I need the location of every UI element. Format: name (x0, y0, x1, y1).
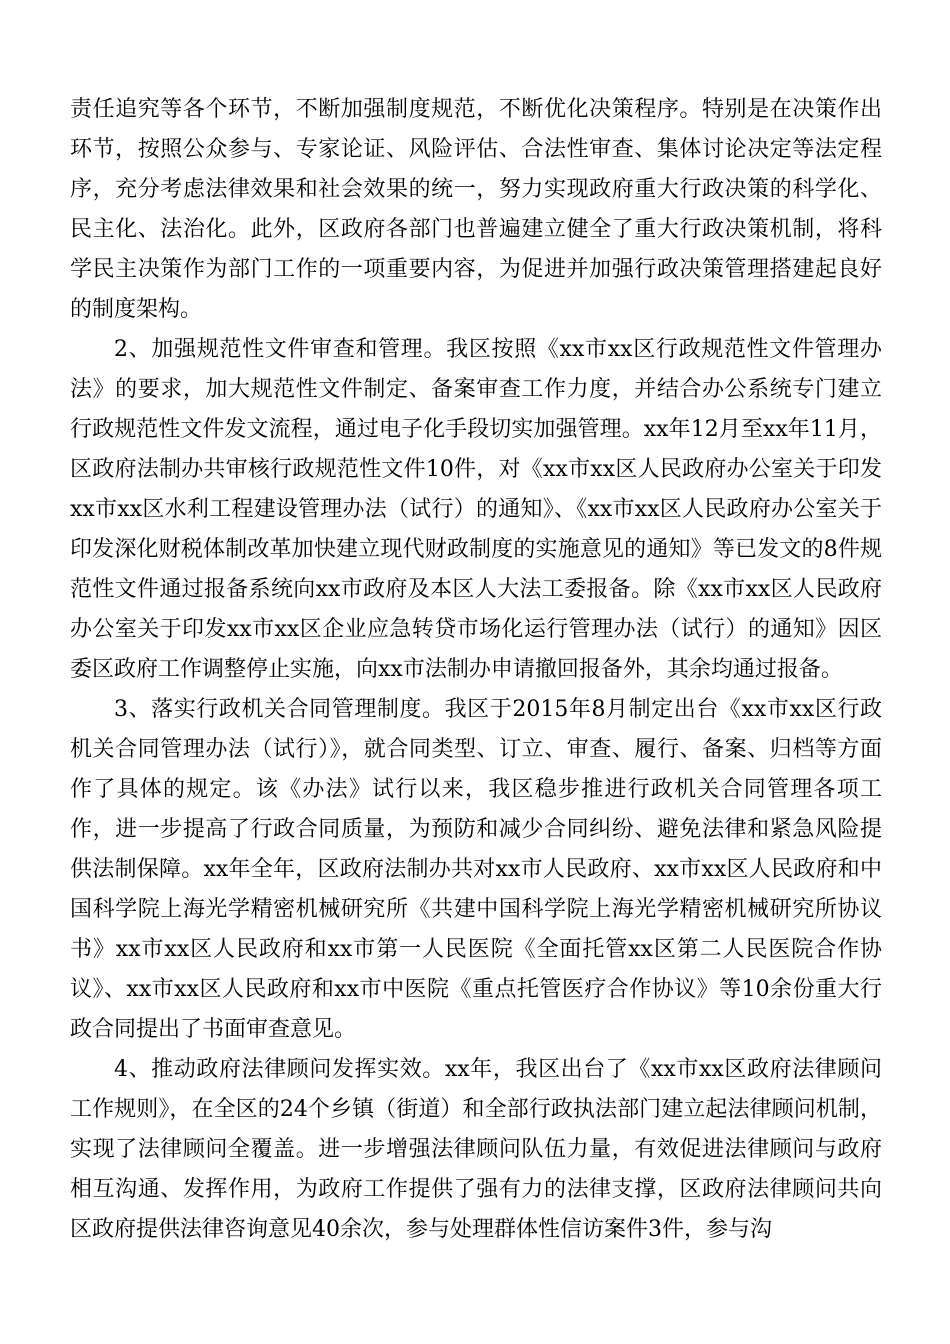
paragraph-legal-advisors: 4、推动政府法律顾问发挥实效。xx年，我区出台了《xx市xx区政府法律顾问工作规则》，在全区的24个乡镇（街道）和全部行政执法部门建立起法律顾问机制，实现了法律顾问全覆盖。进一步增强法律顾问队伍力量，有效促进法律顾问与政府相互沟通、发挥作用，为政府工作提供了强有力的法律支撑，区政府法律顾问共向区政府提供法律咨询意见40余次，参与处理群体性信访案件3件，参与沟 (70, 1057, 882, 1242)
paragraph-contract-management: 3、落实行政机关合同管理制度。我区于2015年8月制定出台《xx市xx区行政机关合同管理办法（试行）》，就合同类型、订立、审查、履行、备案、归档等方面作了具体的规定。该《办法》试行以来，我区稳步推进行政机关合同管理各项工作，进一步提高了行政合同质量，为预防和减少合同纠纷、避免法律和紧急风险提供法制保障。xx年全年，区政府法制办共对xx市人民政府、xx市xx区人民政府和中国科学院上海光学精密机械研究所《共建中国科学院上海光学精密机械研究所协议书》xx市xx区人民政府和xx市第一人民医院《全面托管xx区第二人民医院合作协议》、xx市xx区人民政府和xx市中医院《重点托管医疗合作协议》等10余份重大行政合同提出了书面审查意见。 (70, 697, 882, 1042)
paragraph-normative-documents: 2、加强规范性文件审查和管理。我区按照《xx市xx区行政规范性文件管理办法》的要求，加大规范性文件制定、备案审查工作力度，并结合办公系统专门建立行政规范性文件发文流程，通过电子化手段切实加强管理。xx年12月至xx年11月，区政府法制办共审核行政规范性文件10件，对《xx市xx区人民政府办公室关于印发xx市xx区水利工程建设管理办法（试行）的通知》、《xx市xx区人民政府办公室关于印发深化财税体制改革加快建立现代财政制度的实施意见的通知》等已发文的8件规范性文件通过报备系统向xx市政府及本区人大法工委报备。除《xx市xx区人民政府办公室关于印发xx市xx区企业应急转贷市场化运行管理办法（试行）的通知》因区委区政府工作调整停止实施，向xx市法制办申请撤回报备外，其余均通过报备。 (70, 337, 882, 682)
document-body (70, 90, 882, 1250)
paragraph-continuation: 责任追究等各个环节，不断加强制度规范，不断优化决策程序。特别是在决策作出环节，按照公众参与、专家论证、风险评估、合法性审查、集体讨论决定等法定程序，充分考虑法律效果和社会效果的统一，努力实现政府重大行政决策的科学化、民主化、法治化。此外，区政府各部门也普遍建立健全了重大行政决策机制，将科学民主决策作为部门工作的一项重要内容，为促进并加强行政决策管理搭建起良好的制度架构。 (70, 97, 882, 322)
